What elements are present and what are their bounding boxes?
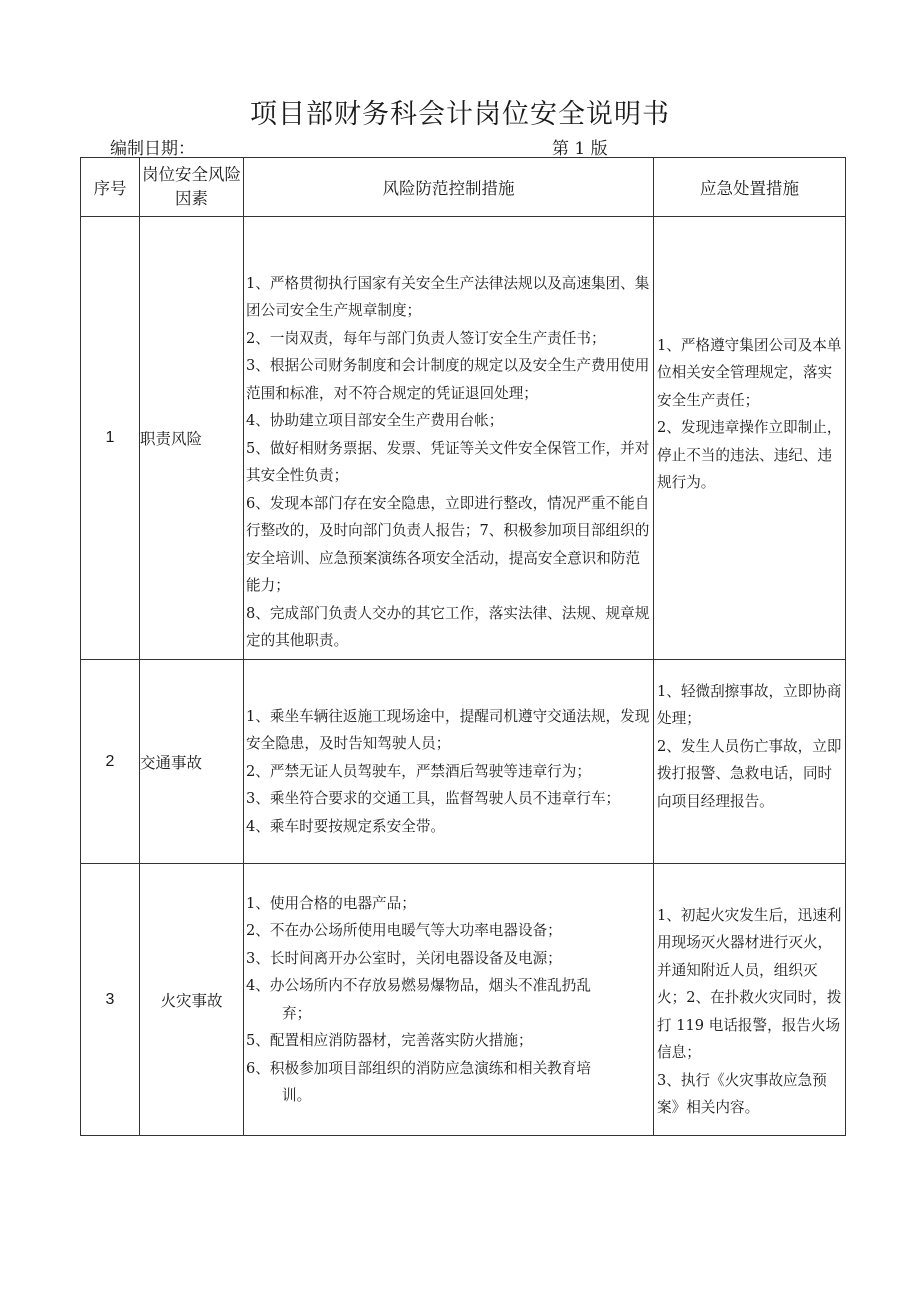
table-header-row	[81, 158, 846, 217]
header-factor: 岗位安全风险因素	[140, 158, 244, 217]
measure-item: 6、积极参加项目部组织的消防应急演练和相关教育培	[246, 1059, 591, 1077]
measure-item: 1、乘坐车辆往返施工现场途中，提醒司机遵守交通法规，发现安全隐患，及时告知驾驶人员；	[246, 707, 650, 753]
row-factor: 职责风险	[140, 217, 244, 660]
row-no: 3	[81, 864, 140, 1136]
measure-item: 2、一岗双责，每年与部门负责人签订安全生产责任书；	[246, 329, 606, 347]
measure-item: 1、使用合格的电器产品；	[246, 894, 416, 912]
header-no: 序号	[81, 158, 140, 217]
header-emergency: 应急处置措施	[654, 158, 846, 217]
row-no: 1	[81, 217, 140, 660]
compile-date-label: 编制日期：	[110, 139, 195, 159]
row-emergency	[654, 660, 846, 864]
measure-item: 训。	[282, 1087, 312, 1104]
emergency-item: 3、执行《火灾事故应急预案》相关内容。	[657, 1071, 827, 1116]
measure-item: 4、办公场所内不存放易燃易爆物品，烟头不准乱扔乱	[246, 977, 591, 994]
row-factor: 火灾事故	[140, 864, 244, 1136]
measure-item: 3、乘坐符合要求的交通工具，监督驾驶人员不违章行车；	[246, 790, 621, 808]
row-emergency	[654, 217, 846, 660]
row-factor: 交通事故	[140, 660, 244, 864]
measure-item: 2、不在办公场所使用电暖气等大功率电器设备；	[246, 922, 562, 939]
measure-item: 8、完成部门负责人交办的其它工作，落实法律、法规、规章规定的其他职责。	[246, 604, 650, 649]
measure-item: 4、乘车时要按规定系安全带。	[246, 817, 446, 835]
table-row	[81, 660, 846, 864]
version-label: 第 1 版	[552, 139, 608, 159]
row-emergency	[654, 864, 846, 1136]
measure-item: 6、发现本部门存在安全隐患，立即进行整改，情况严重不能自行整改的，及时向部门负责人报告；7、积极参加项目部组织的安全培训、应急预案演练各项安全活动，提高安全意识和防范能力；	[246, 494, 650, 594]
emergency-item: 1、严格遵守集团公司及本单位相关安全管理规定，落实安全生产责任；	[657, 336, 842, 409]
measure-item: 5、做好相财务票据、发票、凭证等关文件安全保管工作，并对其安全性负责；	[246, 439, 650, 484]
row-measures	[244, 864, 654, 1136]
row-measures	[244, 660, 654, 864]
measure-item: 3、长时间离开办公室时，关闭电器设备及电源；	[246, 949, 562, 967]
measure-item: 2、严禁无证人员驾驶车，严禁酒后驾驶等违章行为；	[246, 762, 591, 780]
row-no: 2	[81, 660, 140, 864]
emergency-item: 2、发现违章操作立即制止，停止不当的违法、违纪、违规行为。	[657, 419, 842, 491]
measure-item: 5、配置相应消防器材，完善落实防火措施；	[246, 1032, 533, 1049]
measure-item: 3、根据公司财务制度和会计制度的规定以及安全生产费用使用范围和标准，对不符合规定的凭证退回处理；	[246, 357, 650, 402]
safety-table	[80, 157, 846, 1136]
emergency-item: 2、发生人员伤亡事故，立即拨打报警、急救电话，同时向项目经理报告。	[657, 737, 842, 810]
row-measures	[244, 217, 654, 660]
emergency-item: 1、初起火灾发生后，迅速利用现场灭火器材进行灭火，并通知附近人员，组织灭火；2、在扑救火灾同时，拨打 119 电话报警，报告火场信息；	[657, 906, 842, 1061]
table-row	[81, 217, 846, 660]
measure-item: 弃；	[282, 1004, 312, 1022]
measure-item: 1、严格贯彻执行国家有关安全生产法律法规以及高速集团、集团公司安全生产规章制度；	[246, 274, 650, 319]
table-row	[81, 864, 846, 1136]
document-title: 项目部财务科会计岗位安全说明书	[250, 99, 670, 130]
emergency-item: 1、轻微刮擦事故，立即协商处理；	[657, 682, 842, 728]
measure-item: 4、协助建立项目部安全生产费用台帐；	[246, 412, 504, 429]
header-measures: 风险防范控制措施	[244, 158, 654, 217]
